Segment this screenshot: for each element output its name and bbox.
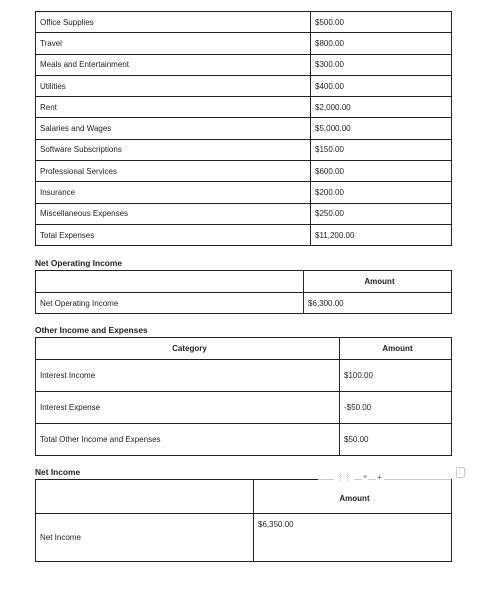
net-operating-income-table (35, 270, 452, 314)
table-row (36, 97, 452, 118)
amount-header: Amount (304, 271, 452, 293)
row-label[interactable]: Travel (36, 33, 311, 54)
category-header: Category (36, 338, 340, 360)
table-row (36, 33, 452, 54)
row-label[interactable]: Meals and Entertainment (36, 54, 311, 75)
net-income-table (35, 479, 452, 562)
expenses-table (35, 11, 452, 246)
row-amount[interactable]: $300.00 (311, 54, 452, 75)
table-row (36, 139, 452, 160)
net-operating-income-heading: Net Operating Income (35, 258, 123, 268)
drag-handle-icon[interactable]: ⋮⋮ (456, 467, 465, 478)
row-amount[interactable]: $400.00 (311, 75, 452, 96)
row-amount[interactable]: $2,000.00 (311, 97, 452, 118)
row-label[interactable]: Utilities (36, 75, 311, 96)
row-amount[interactable]: $600.00 (311, 161, 452, 182)
add-icon[interactable]: + (377, 473, 382, 482)
row-label[interactable]: Total Other Income and Expenses (36, 424, 340, 456)
table-row (36, 75, 452, 96)
row-label[interactable]: Net Income (36, 514, 254, 562)
table-row (36, 360, 452, 392)
row-amount[interactable]: $200.00 (311, 182, 452, 203)
row-amount[interactable]: $800.00 (311, 33, 452, 54)
net-income-heading: Net Income (35, 467, 81, 477)
row-amount[interactable]: $150.00 (311, 139, 452, 160)
row-label[interactable]: Rent (36, 97, 311, 118)
table-row (36, 424, 452, 456)
row-label[interactable]: Salaries and Wages (36, 118, 311, 139)
row-label[interactable]: Total Expenses (36, 224, 311, 245)
row-amount[interactable]: $50.00 (340, 424, 452, 456)
row-amount[interactable]: $500.00 (311, 12, 452, 33)
table-row (36, 182, 452, 203)
row-label[interactable]: Professional Services (36, 161, 311, 182)
table-row (36, 12, 452, 33)
table-row (36, 203, 452, 224)
row-label[interactable]: Software Subscriptions (36, 139, 311, 160)
table-row (36, 161, 452, 182)
amount-header: Amount (254, 480, 452, 514)
row-amount[interactable]: -$50.00 (340, 392, 452, 424)
amount-header: Amount (340, 338, 452, 360)
row-amount[interactable]: $250.00 (311, 203, 452, 224)
row-amount[interactable]: $6,300.00 (304, 293, 452, 314)
table-row (36, 54, 452, 75)
drag-handle-icon[interactable]: ⋮⋮ (334, 474, 354, 482)
table-row (36, 392, 452, 424)
row-amount[interactable]: $100.00 (340, 360, 452, 392)
row-amount[interactable]: $5,000.00 (311, 118, 452, 139)
other-income-heading: Other Income and Expenses (35, 325, 148, 335)
row-label[interactable]: Interest Expense (36, 392, 340, 424)
table-row (36, 224, 452, 245)
row-label[interactable]: Miscellaneous Expenses (36, 203, 311, 224)
row-label[interactable]: Insurance (36, 182, 311, 203)
format-icon[interactable]: ≡ (363, 474, 368, 481)
row-amount[interactable]: $6,350.00 (254, 514, 452, 562)
row-label[interactable]: Office Supplies (36, 12, 311, 33)
empty-header-cell (36, 480, 254, 514)
row-label[interactable]: Net Operating Income (36, 293, 304, 314)
row-amount[interactable]: $11,200.00 (311, 224, 452, 245)
table-row (36, 118, 452, 139)
empty-header-cell (36, 271, 304, 293)
row-label[interactable]: Interest Income (36, 360, 340, 392)
other-income-table (35, 337, 452, 456)
